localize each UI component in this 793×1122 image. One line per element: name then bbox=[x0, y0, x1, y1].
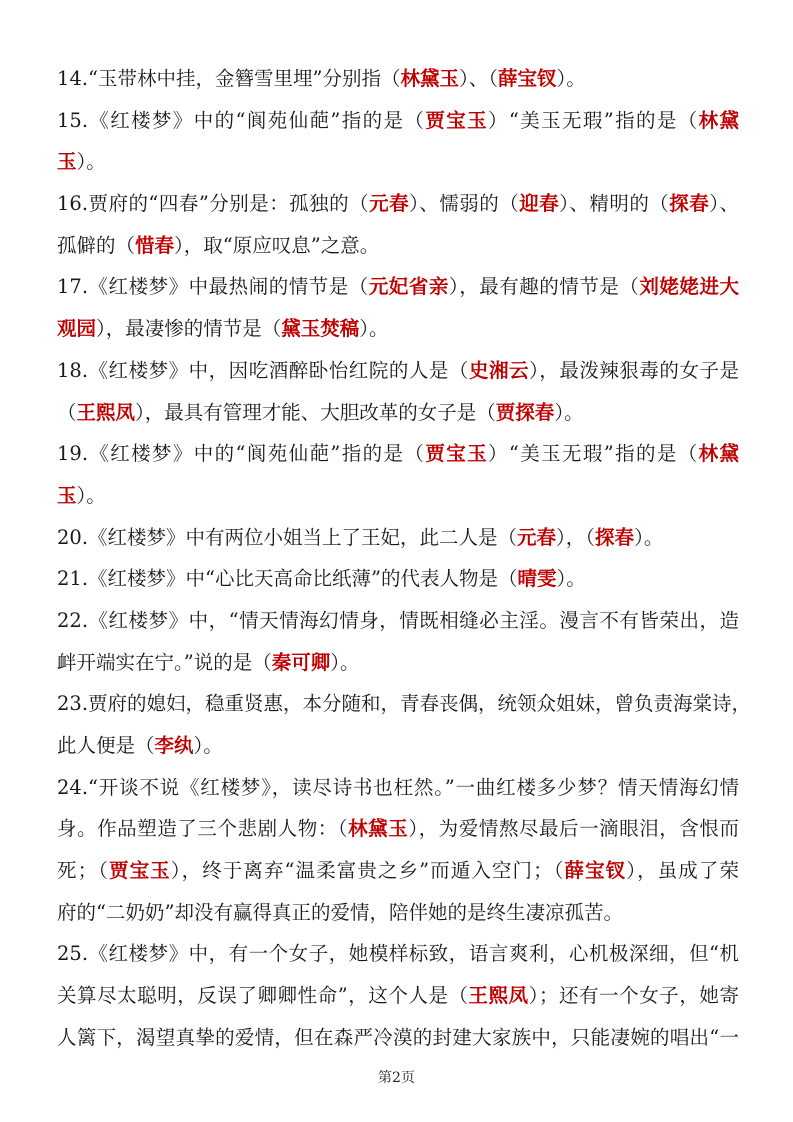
answer-text: 薛宝钗 bbox=[564, 859, 627, 883]
question-text: ）、懦弱的（ bbox=[409, 192, 520, 216]
text-line bbox=[57, 517, 739, 559]
question-text: ）。 bbox=[330, 650, 360, 674]
question-text: ）“美玉无瑕”指的是（ bbox=[487, 108, 699, 132]
answer-text: 探春 bbox=[669, 192, 710, 216]
question-text: ）、 bbox=[709, 192, 739, 216]
answer-text: 林黛 bbox=[698, 442, 739, 466]
text-line bbox=[57, 558, 739, 600]
question-text: ），最泼辣狠毒的女子是 bbox=[529, 358, 739, 382]
question-text: ）“美玉无瑕”指的是（ bbox=[487, 442, 699, 466]
question-text: 25.《红楼梦》中，有一个女子，她模样标致，语言爽利，心机极深细，但“机 bbox=[57, 942, 739, 966]
text-line bbox=[57, 350, 739, 392]
question-text: ）。 bbox=[76, 150, 106, 174]
question-text: 身。作品塑造了三个悲剧人物：（ bbox=[57, 817, 349, 841]
question-text: ），（ bbox=[556, 525, 596, 549]
answer-text: 探春 bbox=[595, 525, 635, 549]
question-text: （ bbox=[57, 400, 77, 424]
question-text: ）。 bbox=[556, 67, 586, 90]
question-text: ），最有趣的情节是（ bbox=[448, 275, 640, 299]
question-text: 14.“玉带林中挂，金簪雪里埋”分别指（ bbox=[57, 67, 401, 90]
answer-text: 林黛 bbox=[698, 108, 739, 132]
question-text: 孤僻的（ bbox=[57, 233, 136, 257]
page-number: 第2页 bbox=[378, 1070, 415, 1086]
question-text: 府的“二奶奶”却没有赢得真正的爱情，陪伴她的是终生凄凉孤苦。 bbox=[57, 900, 623, 924]
question-text: 23.贾府的媳妇，稳重贤惠，本分随和，青春丧偶，统领众姐妹，曾负责海棠诗， bbox=[57, 692, 752, 716]
text-line bbox=[57, 600, 739, 642]
text-line bbox=[57, 975, 739, 1017]
answer-text: 贾宝玉 bbox=[109, 859, 171, 883]
answer-text: 贾宝玉 bbox=[425, 108, 488, 132]
answer-text: 史湘云 bbox=[468, 358, 530, 382]
answer-text: 元春 bbox=[369, 192, 410, 216]
text-line bbox=[57, 1017, 739, 1059]
question-text: ）。 bbox=[359, 317, 389, 341]
text-line bbox=[57, 100, 739, 142]
text-line bbox=[57, 392, 739, 434]
question-text: 人篱下，渴望真挚的爱情，但在森严冷漠的封建大家族中，只能凄婉的唱出“一 bbox=[57, 1025, 739, 1049]
question-text: ）、精明的（ bbox=[559, 192, 670, 216]
question-text: ），最凄惨的情节是（ bbox=[96, 317, 282, 341]
text-line bbox=[57, 183, 739, 225]
text-line bbox=[57, 475, 739, 517]
answer-text: 迎春 bbox=[519, 192, 560, 216]
question-text: 22.《红楼梦》中，“情天情海幻情身，情既相缝必主淫。漫言不有皆荣出，造 bbox=[57, 608, 739, 632]
question-text: ）。 bbox=[76, 483, 106, 507]
question-text: 24.“开谈不说《红楼梦》，读尽诗书也枉然。”一曲红楼多少梦？情天情海幻情 bbox=[57, 775, 739, 799]
text-line bbox=[57, 266, 739, 308]
text-line bbox=[57, 725, 739, 767]
answer-text: 李纨 bbox=[154, 734, 194, 757]
question-text: ）；还有一个女子，她寄 bbox=[528, 984, 739, 1008]
question-text: 16.贾府的“四春”分别是：孤独的（ bbox=[57, 192, 370, 216]
text-line bbox=[57, 850, 739, 892]
text-line bbox=[57, 308, 739, 350]
question-text: 死；（ bbox=[57, 859, 110, 883]
question-text: ）。 bbox=[634, 525, 664, 549]
answer-text: 刘姥姥进大 bbox=[639, 275, 739, 299]
answer-text: 黛玉焚稿 bbox=[281, 317, 360, 341]
question-text: 衅开端实在宁。”说的是（ bbox=[57, 650, 272, 674]
question-text: ），为爱情熬尽最后一滴眼泪，含恨而 bbox=[408, 817, 739, 841]
answer-text: 晴雯 bbox=[517, 567, 557, 591]
text-line bbox=[57, 642, 739, 684]
question-text: 19.《红楼梦》中的“阆苑仙葩”指的是（ bbox=[57, 442, 426, 466]
question-text: 20.《红楼梦》中有两位小姐当上了王妃，此二人是（ bbox=[57, 525, 518, 549]
answer-text: 惜春 bbox=[135, 233, 175, 257]
answer-text: 元妃省亲 bbox=[368, 275, 449, 299]
question-text: 18.《红楼梦》中，因吃酒醉卧怡红院的人是（ bbox=[57, 358, 469, 382]
text-line bbox=[57, 767, 739, 809]
answer-text: 秦可卿 bbox=[271, 650, 331, 674]
question-text: 21.《红楼梦》中“心比天高命比纸薄”的代表人物是（ bbox=[57, 567, 518, 591]
text-line bbox=[57, 141, 739, 183]
question-text: 17.《红楼梦》中最热闹的情节是（ bbox=[57, 275, 369, 299]
question-text: ），虽成了荣 bbox=[626, 859, 739, 883]
text-line bbox=[57, 892, 739, 934]
answer-text: 贾探春 bbox=[495, 400, 555, 424]
question-text: 此人便是（ bbox=[57, 734, 155, 757]
text-line bbox=[57, 433, 739, 475]
answer-text: 元春 bbox=[517, 525, 557, 549]
answer-text: 王熙凤 bbox=[76, 400, 136, 424]
question-text: 15.《红楼梦》中的“阆苑仙葩”指的是（ bbox=[57, 108, 426, 132]
answer-text: 玉 bbox=[57, 483, 77, 507]
text-line bbox=[57, 808, 739, 850]
question-text: ）、（ bbox=[458, 67, 498, 90]
answer-text: 观园 bbox=[57, 317, 97, 341]
text-line bbox=[57, 58, 739, 100]
answer-text: 林黛玉 bbox=[400, 67, 459, 90]
text-line bbox=[57, 933, 739, 975]
question-text: ），最具有管理才能、大胆改革的女子是（ bbox=[135, 400, 496, 424]
text-line bbox=[57, 225, 739, 267]
question-text: ）。 bbox=[554, 400, 584, 424]
text-line bbox=[57, 683, 752, 725]
answer-text: 贾宝玉 bbox=[425, 442, 488, 466]
question-text: ）。 bbox=[193, 734, 223, 757]
question-text: ），终于离弃“温柔富贵之乡”而遁入空门；（ bbox=[170, 859, 565, 883]
answer-text: 玉 bbox=[57, 150, 77, 174]
answer-text: 林黛玉 bbox=[348, 817, 409, 841]
document-body bbox=[57, 58, 752, 1059]
question-text: 关算尽太聪明，反误了卿卿性命”，这个人是（ bbox=[57, 984, 469, 1008]
question-text: ）。 bbox=[556, 567, 586, 591]
question-text: ），取“原应叹息”之意。 bbox=[174, 233, 380, 257]
answer-text: 王熙凤 bbox=[468, 984, 529, 1008]
answer-text: 薛宝钗 bbox=[497, 67, 557, 90]
